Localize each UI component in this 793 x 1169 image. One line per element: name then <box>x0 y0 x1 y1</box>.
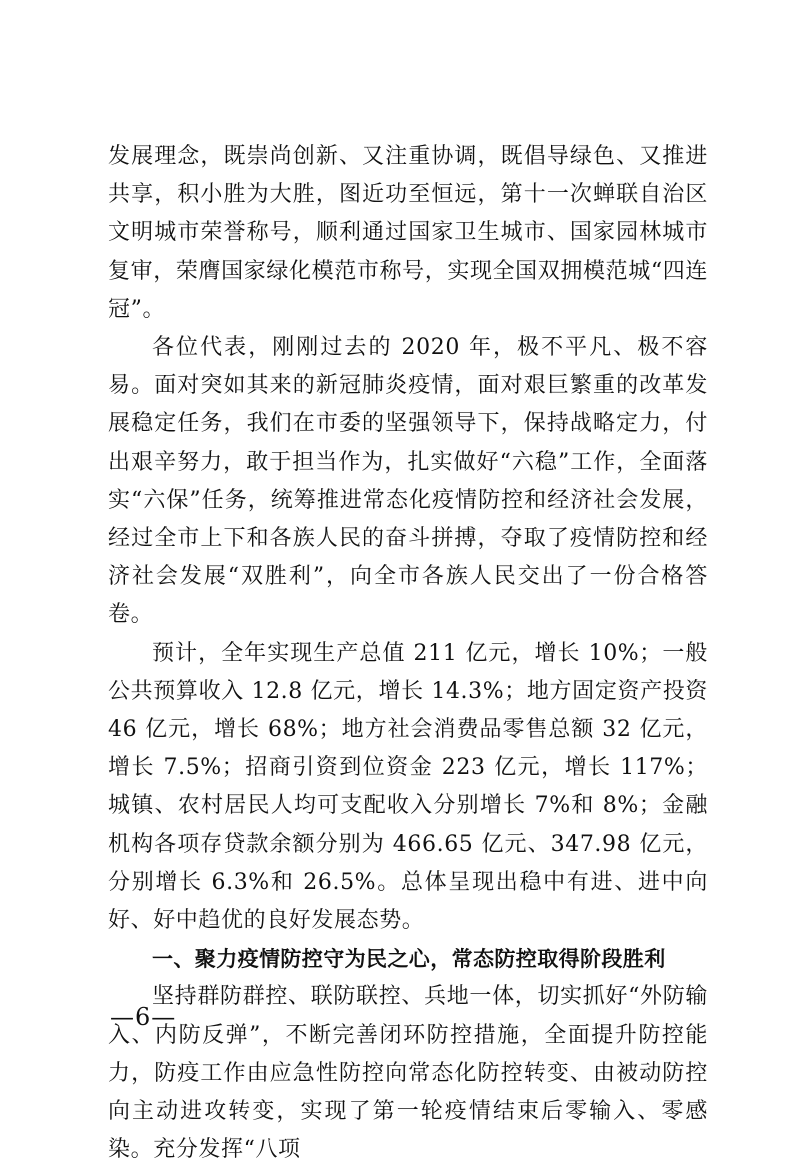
body-text <box>108 138 708 1169</box>
page-number: —6— <box>110 1003 177 1031</box>
paragraph-economic-figures: 预计，全年实现生产总值 211 亿元，增长 10%；一般公共预算收入 12.8 亿元，增长 14.3%；地方固定资产投资 46 亿元，增长 68%；地方社会消费品零售总额 32 亿元，增长 7.5%；招商引资到位资金 223 亿元，增长 117%；城镇、农村居民人均可支配收入分别增长 7%和 8%；金融机构各项存贷款余额分别为 466.65 亿元、347.98 亿元，分别增长 6.3%和 26.5%。总体呈现出稳中有进、进中向好、好中趋优的良好发展态势。 <box>108 640 708 934</box>
paragraph-epidemic-control: 坚持群防群控、联防联控、兵地一体，切实抓好“外防输入、内防反弹”，不断完善闭环防控措施，全面提升防控能力，防疫工作由应急性防控向常态化防控转变、由被动防控向主动进攻转变，实现了第一轮疫情结束后零输入、零感染。充分发挥“八项 <box>108 984 708 1163</box>
paragraph-continued: 发展理念，既崇尚创新、又注重协调，既倡导绿色、又推进共享，积小胜为大胜，图近功至恒远，第十一次蝉联自治区文明城市荣誉称号，顺利通过国家卫生城市、国家园林城市复审，荣膺国家绿化模范市称号，实现全国双拥模范城“四连冠”。 <box>108 144 708 322</box>
paragraph-representatives: 各位代表，刚刚过去的 2020 年，极不平凡、极不容易。面对突如其来的新冠肺炎疫情，面对艰巨繁重的改革发展稳定任务，我们在市委的坚强领导下，保持战略定力，付出艰辛努力，敢于担当作为，扎实做好“六稳”工作，全面落实“六保”任务，统筹推进常态化疫情防控和经济社会发展，经过全市上下和各族人民的奋斗拼搏，夺取了疫情防控和经济社会发展“双胜利”，向全市各族人民交出了一份合格答卷。 <box>108 335 708 628</box>
section-heading: 一、聚力疫情防控守为民之心，常态防控取得阶段胜利 <box>152 947 666 972</box>
